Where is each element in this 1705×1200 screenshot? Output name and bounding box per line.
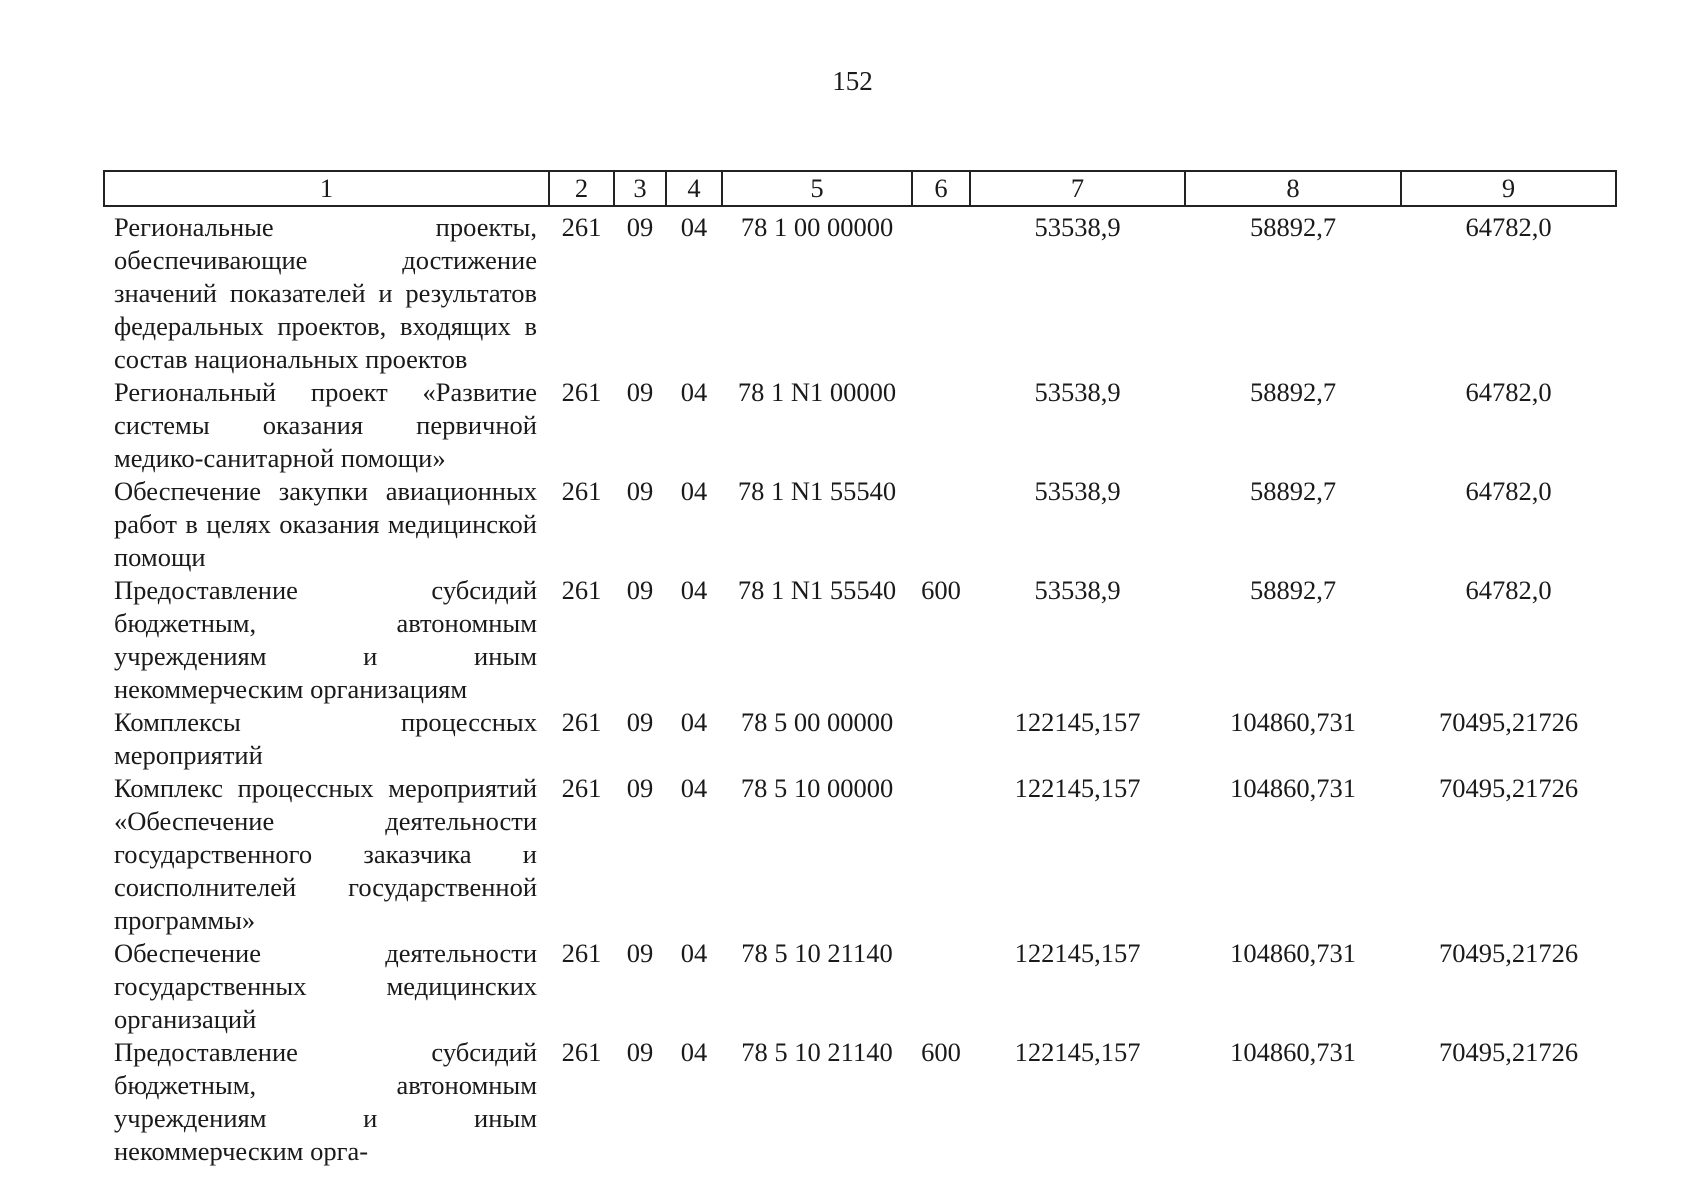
table-row [104,706,1616,772]
cell-subsection: 04 [680,377,708,407]
row-name: Обеспечение закупки авиационных работ в целях оказания медицинской помощи [114,476,537,572]
cell-section: 09 [626,212,654,242]
cell-ministry: 261 [561,707,602,737]
row-name: Предоставление субсидий бюджетным, автономным учреждениям и иным некоммерческим организациям [114,575,537,704]
table-row [104,574,1616,706]
cell-target-article: 78 5 10 21140 [741,938,893,968]
cell-amount-8: 58892,7 [1249,212,1337,242]
cell-expense-type [912,772,970,937]
column-header: 2 [549,171,614,206]
column-header: 9 [1401,171,1616,206]
row-name: Комплексы процессных мероприятий [114,707,537,770]
cell-ministry: 261 [561,212,602,242]
row-name: Обеспечение деятельности государственных медицинских организаций [114,938,537,1034]
cell-target-article: 78 5 10 21140 [741,1037,893,1067]
cell-amount-8: 104860,731 [1230,707,1356,737]
table-row [104,376,1616,475]
table-row [104,206,1616,376]
cell-amount-9: 70495,21726 [1438,773,1579,803]
cell-subsection: 04 [680,1037,708,1067]
cell-target-article: 78 5 00 00000 [740,707,894,737]
cell-amount-8: 104860,731 [1230,1037,1356,1067]
cell-target-article: 78 1 N1 55540 [737,575,897,605]
cell-amount-9: 64782,0 [1465,377,1552,407]
cell-ministry: 261 [561,575,602,605]
column-header: 8 [1185,171,1401,206]
cell-expense-type [912,937,970,1036]
row-name: Региональные проекты, обеспечивающие достижение значений показателей и результатов федеральных проектов, входящих в состав национальных проектов [114,212,537,374]
cell-amount-9: 70495,21726 [1438,938,1579,968]
cell-expense-type: 600 [921,575,961,605]
row-name: Предоставление субсидий бюджетным, автономным учреждениям и иным некоммерческим орга- [114,1037,537,1166]
table-row [104,1036,1616,1168]
cell-target-article: 78 1 00 00000 [740,212,894,242]
cell-amount-7: 122145,157 [1014,938,1141,968]
column-header: 3 [614,171,666,206]
cell-section: 09 [626,1037,654,1067]
budget-table [103,170,1617,1168]
cell-amount-7: 122145,157 [1014,707,1141,737]
cell-section: 09 [626,773,654,803]
column-header: 7 [970,171,1185,206]
cell-section: 09 [626,377,654,407]
cell-section: 09 [626,476,654,506]
cell-expense-type [912,706,970,772]
column-header: 1 [104,171,549,206]
cell-amount-9: 70495,21726 [1438,707,1579,737]
cell-amount-9: 64782,0 [1465,212,1552,242]
table-row [104,772,1616,937]
cell-amount-8: 58892,7 [1249,377,1337,407]
cell-amount-9: 64782,0 [1465,476,1552,506]
cell-section: 09 [626,938,654,968]
cell-expense-type [912,475,970,574]
cell-subsection: 04 [680,707,708,737]
cell-amount-7: 53538,9 [1034,575,1121,605]
cell-subsection: 04 [680,212,708,242]
cell-expense-type: 600 [921,1037,961,1067]
cell-subsection: 04 [680,476,708,506]
cell-amount-8: 58892,7 [1249,476,1337,506]
cell-ministry: 261 [561,1037,602,1067]
cell-amount-8: 104860,731 [1230,773,1356,803]
row-name: Региональный проект «Развитие системы оказания первичной медико-санитарной помощи» [114,377,537,473]
cell-section: 09 [626,707,654,737]
cell-ministry: 261 [561,938,602,968]
page-number: 152 [832,66,873,96]
cell-amount-7: 122145,157 [1014,773,1141,803]
cell-subsection: 04 [680,575,708,605]
row-name: Комплекс процессных мероприятий «Обеспечение деятельности государственного заказчика и соисполнителей государственной программы» [114,773,537,935]
table-row [104,475,1616,574]
cell-amount-7: 122145,157 [1014,1037,1141,1067]
cell-target-article: 78 1 N1 55540 [737,476,897,506]
cell-expense-type [912,206,970,376]
cell-amount-9: 64782,0 [1465,575,1552,605]
cell-subsection: 04 [680,773,708,803]
column-header: 4 [666,171,722,206]
cell-section: 09 [626,575,654,605]
table-header-row [104,171,1616,206]
table-row [104,937,1616,1036]
cell-amount-8: 104860,731 [1230,938,1356,968]
column-header: 5 [722,171,912,206]
cell-ministry: 261 [561,377,602,407]
cell-subsection: 04 [680,938,708,968]
cell-amount-8: 58892,7 [1249,575,1337,605]
cell-amount-7: 53538,9 [1034,212,1121,242]
column-header: 6 [912,171,970,206]
cell-amount-7: 53538,9 [1034,377,1121,407]
cell-target-article: 78 1 N1 00000 [737,377,897,407]
cell-amount-7: 53538,9 [1034,476,1121,506]
cell-ministry: 261 [561,773,602,803]
cell-expense-type [912,376,970,475]
cell-target-article: 78 5 10 00000 [740,773,894,803]
cell-amount-9: 70495,21726 [1438,1037,1579,1067]
cell-ministry: 261 [561,476,602,506]
